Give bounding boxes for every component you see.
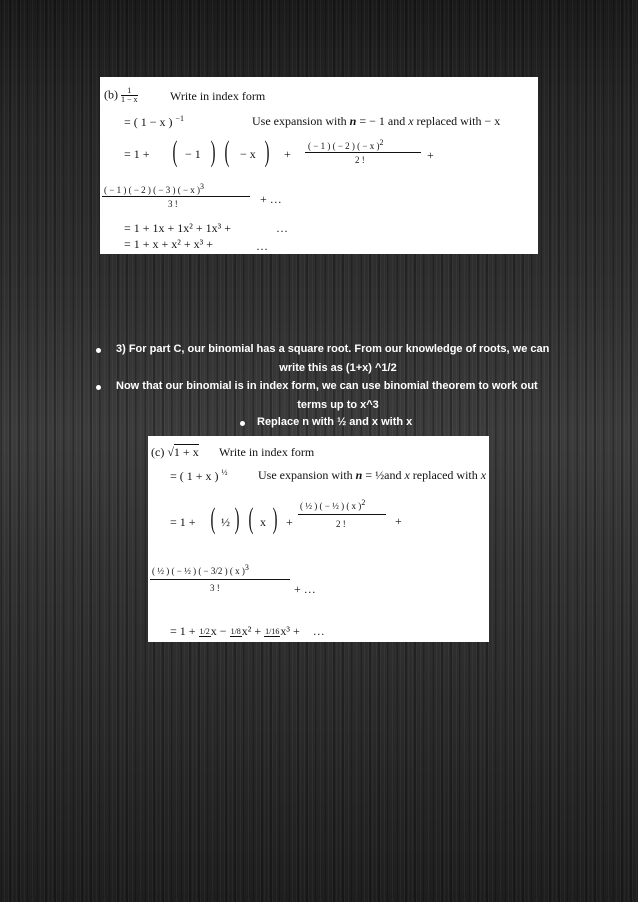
bullet-2-line-1: Now that our binomial is in index form, we can use binomial theorem to work out bbox=[116, 380, 538, 392]
bullet-icon bbox=[96, 348, 101, 353]
right-paren: ) bbox=[264, 135, 270, 168]
fraction-one-eighth bbox=[230, 628, 242, 637]
expansion-start: = 1 + bbox=[124, 147, 150, 161]
note-x2: x bbox=[480, 468, 487, 482]
right-paren: ) bbox=[234, 502, 240, 535]
numerator-text: ( ½ ) ( − ½ ) ( − 3/2 ) ( x ) bbox=[152, 566, 245, 576]
fraction-one-sixteenth bbox=[264, 628, 280, 637]
term-minus-x: − x bbox=[240, 147, 256, 161]
bullet-2-line-2: terms up to x^3 bbox=[297, 399, 379, 411]
right-paren: ) bbox=[210, 135, 216, 168]
left-paren: ( bbox=[210, 502, 216, 535]
note-text-c: replaced with − x bbox=[416, 114, 501, 128]
fraction-numerator: 1 bbox=[121, 87, 138, 96]
third-term-tail: + … bbox=[260, 192, 282, 206]
simplified-line-final: = 1 + x + x² + x³ + bbox=[124, 237, 214, 251]
term-half: ½ bbox=[221, 515, 230, 529]
square-root-icon: √ bbox=[167, 445, 174, 459]
note-n: n bbox=[355, 468, 363, 482]
fraction-value: 1/8 bbox=[230, 626, 241, 636]
final-x2-term: x² + bbox=[241, 624, 262, 638]
numerator-exponent: 3 bbox=[200, 182, 205, 191]
bullet-1-line-1: 3) For part C, our binomial has a square root. From our knowledge of roots, we can bbox=[116, 343, 550, 355]
part-b-heading bbox=[104, 87, 138, 104]
final-expansion bbox=[170, 625, 325, 637]
third-term-numerator bbox=[104, 183, 204, 195]
fraction-bar bbox=[298, 514, 386, 515]
fraction-bar bbox=[150, 579, 290, 580]
index-exponent: ½ bbox=[221, 468, 228, 477]
fraction-bar bbox=[102, 196, 250, 197]
fraction-value: 1/16 bbox=[265, 626, 280, 636]
right-paren: ) bbox=[272, 502, 278, 535]
plus-sign: + bbox=[427, 148, 434, 162]
part-c-title: Write in index form bbox=[219, 445, 315, 459]
third-term-denominator: 3 ! bbox=[210, 583, 220, 593]
term-x: x bbox=[260, 515, 266, 529]
second-term-numerator bbox=[308, 139, 383, 151]
numerator-exponent: 2 bbox=[361, 498, 366, 507]
part-b-title: Write in index form bbox=[170, 89, 266, 103]
fraction-denominator: 1 − x bbox=[121, 95, 138, 104]
bullet-icon bbox=[96, 385, 101, 390]
second-term-numerator bbox=[300, 499, 365, 511]
numerator-text: ( − 1 ) ( − 2 ) ( − x ) bbox=[308, 141, 380, 151]
index-form-line bbox=[124, 115, 184, 128]
index-form-expression: = ( 1 − x ) bbox=[124, 115, 173, 129]
fraction-one-half bbox=[199, 628, 211, 637]
binomial-expansion-image-b bbox=[100, 77, 538, 254]
note-x: x bbox=[408, 114, 414, 128]
expansion-note bbox=[252, 115, 500, 127]
part-label: (c) bbox=[151, 445, 165, 459]
index-form-expression: = ( 1 + x ) bbox=[170, 469, 219, 483]
bullet-3: Replace n with ½ and x with x bbox=[257, 416, 413, 428]
note-n: n bbox=[349, 114, 357, 128]
note-text-a: Use expansion with bbox=[252, 114, 347, 128]
plus-sign: + bbox=[395, 514, 402, 528]
fraction-one-over-one-minus-x bbox=[121, 87, 138, 104]
fraction-bar bbox=[305, 152, 421, 153]
left-paren: ( bbox=[224, 135, 230, 168]
plus-sign: + bbox=[284, 147, 291, 161]
radicand: 1 + x bbox=[173, 445, 199, 459]
bullet-1-line-2: write this as (1+x) ^1/2 bbox=[279, 362, 397, 374]
third-term-tail: + … bbox=[294, 582, 316, 596]
note-text-b: = bbox=[365, 468, 373, 482]
part-label: (b) bbox=[104, 87, 118, 102]
index-form-line bbox=[170, 469, 228, 482]
second-term-denominator: 2 ! bbox=[355, 155, 365, 165]
left-paren: ( bbox=[172, 135, 178, 168]
binomial-expansion-image-c bbox=[148, 436, 489, 642]
part-c-heading bbox=[151, 446, 199, 458]
ellipsis: … bbox=[312, 624, 325, 638]
plus-sign: + bbox=[286, 515, 293, 529]
numerator-exponent: 2 bbox=[379, 138, 384, 147]
note-text-c: and bbox=[384, 468, 402, 482]
fraction-value: 1/2 bbox=[199, 626, 210, 636]
numerator-exponent: 3 bbox=[244, 563, 249, 572]
final-start: = 1 + bbox=[170, 624, 196, 638]
second-term-denominator: 2 ! bbox=[336, 519, 346, 529]
expansion-start: = 1 + bbox=[170, 515, 196, 529]
third-term-denominator: 3 ! bbox=[168, 199, 178, 209]
final-x-term: x − bbox=[210, 624, 227, 638]
bullet-icon bbox=[240, 421, 245, 426]
note-text-a: Use expansion with bbox=[258, 468, 353, 482]
note-x: x bbox=[404, 468, 410, 482]
note-half: ½ bbox=[375, 468, 385, 482]
numerator-text: ( − 1 ) ( − 2 ) ( − 3 ) ( − x ) bbox=[104, 185, 201, 195]
numerator-text: ( ½ ) ( − ½ ) ( x ) bbox=[300, 501, 362, 511]
simplified-line-coefficients: = 1 + 1x + 1x² + 1x³ + bbox=[124, 221, 232, 235]
ellipsis: … bbox=[276, 221, 288, 235]
index-exponent: −1 bbox=[175, 114, 185, 123]
note-text-b: = − 1 and bbox=[359, 114, 406, 128]
term-minus-one: − 1 bbox=[185, 147, 201, 161]
third-term-numerator bbox=[152, 564, 249, 576]
expansion-note bbox=[258, 469, 486, 481]
note-text-d: replaced with bbox=[412, 468, 478, 482]
final-x3-term: x³ + bbox=[280, 624, 300, 638]
left-paren: ( bbox=[248, 502, 254, 535]
ellipsis: … bbox=[256, 239, 268, 253]
